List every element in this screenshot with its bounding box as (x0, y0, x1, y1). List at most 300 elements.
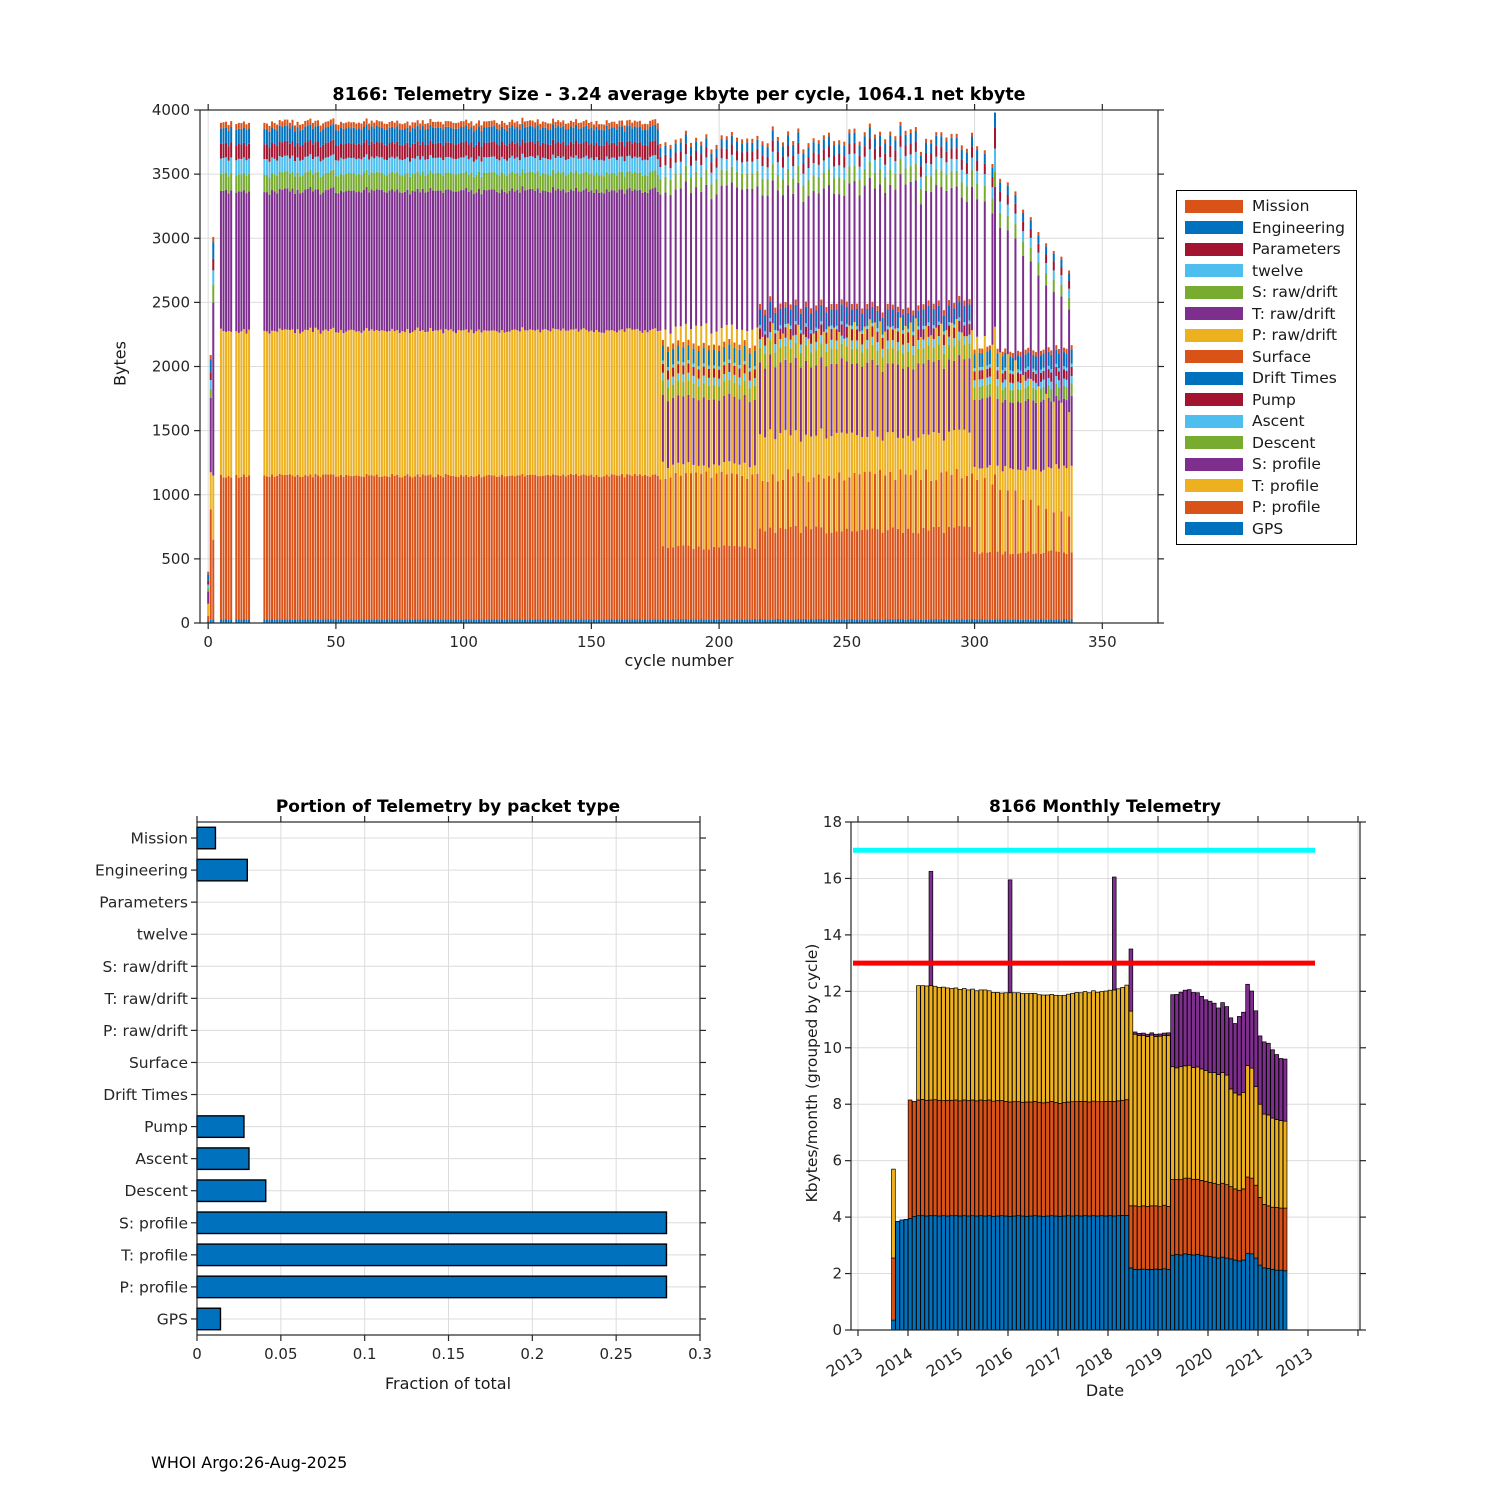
monthly-bar-segment (1012, 1216, 1016, 1330)
stacked-bar-segment (846, 327, 848, 338)
stacked-bar-segment (501, 157, 503, 172)
stacked-bar-segment (348, 143, 350, 158)
stacked-bar-segment (521, 124, 523, 140)
stacked-bar-segment (800, 309, 802, 314)
stacked-bar-segment (1050, 372, 1052, 381)
stacked-bar-segment (274, 477, 276, 619)
stacked-bar-segment (240, 123, 242, 129)
monthly-bar-segment (1021, 1216, 1025, 1330)
monthly-bar-segment (1221, 1003, 1225, 1073)
stacked-bar-segment (989, 345, 991, 350)
stacked-bar-segment (938, 360, 940, 433)
stacked-bar-segment (240, 331, 242, 476)
stacked-bar-segment (657, 159, 659, 174)
stacked-bar-segment (672, 398, 674, 465)
stacked-bar-segment (504, 174, 506, 191)
monthly-bar-segment (908, 1100, 912, 1219)
stacked-bar-segment (820, 305, 822, 321)
stacked-bar-segment (897, 364, 899, 438)
stacked-bar-segment (1045, 263, 1047, 273)
stacked-bar-segment (915, 470, 917, 619)
stacked-bar-segment (493, 120, 495, 126)
x-tick-label: 2017 (1023, 1344, 1067, 1381)
stacked-bar-segment (506, 193, 508, 331)
stacked-bar-segment (496, 123, 498, 129)
stacked-bar-segment (580, 475, 582, 619)
stacked-bar-segment (836, 326, 838, 329)
stacked-bar-segment (1030, 220, 1032, 229)
stacked-bar-segment (1040, 402, 1042, 471)
stacked-bar-segment (866, 326, 868, 329)
stacked-bar-segment (879, 157, 881, 169)
stacked-bar-segment (557, 329, 559, 475)
stacked-bar-segment (590, 122, 592, 128)
stacked-bar-segment (871, 360, 873, 431)
stacked-bar-segment (726, 140, 728, 149)
stacked-bar-segment (639, 121, 641, 127)
stacked-bar-segment (1027, 352, 1029, 366)
stacked-bar-segment (519, 160, 521, 175)
stacked-bar-segment (578, 191, 580, 331)
stacked-bar-segment (979, 348, 981, 352)
stacked-bar-segment (912, 335, 914, 346)
stacked-bar-segment (366, 187, 368, 328)
stacked-bar-segment (751, 189, 753, 330)
stacked-bar-segment (974, 350, 976, 354)
stacked-bar-segment (764, 315, 766, 331)
stacked-bar-segment (299, 333, 301, 476)
telemetry-size-chart (152, 101, 1164, 651)
stacked-bar-segment (930, 140, 932, 144)
stacked-bar-segment (981, 379, 983, 386)
stacked-bar-segment (933, 339, 935, 347)
stacked-bar-segment (1035, 371, 1037, 374)
stacked-bar-segment (299, 176, 301, 193)
stacked-bar-segment (935, 169, 937, 185)
stacked-bar-segment (733, 375, 735, 383)
stacked-bar-segment (519, 193, 521, 332)
monthly-bar-segment (975, 1216, 979, 1330)
stacked-bar-segment (930, 164, 932, 176)
stacked-bar-segment (920, 204, 922, 337)
stacked-bar-segment (797, 473, 799, 619)
stacked-bar-segment (542, 173, 544, 190)
stacked-bar-segment (330, 171, 332, 188)
stacked-bar-segment (271, 157, 273, 172)
stacked-bar-segment (376, 141, 378, 156)
stacked-bar-segment (680, 174, 682, 189)
stacked-bar-segment (320, 477, 322, 619)
stacked-bar-segment (212, 270, 214, 284)
stacked-bar-segment (583, 121, 585, 127)
stacked-bar-segment (297, 122, 299, 128)
stacked-bar-segment (468, 332, 470, 477)
stacked-bar-segment (238, 129, 240, 144)
monthly-bar-segment (1117, 989, 1121, 1101)
stacked-bar-segment (626, 156, 628, 172)
monthly-bar-segment (1187, 1254, 1191, 1330)
stacked-bar-segment (516, 157, 518, 172)
stacked-bar-segment (248, 191, 250, 329)
stacked-bar-segment (1014, 191, 1016, 194)
stacked-bar-segment (710, 334, 712, 478)
stacked-bar-segment (703, 367, 705, 376)
stacked-bar-segment (953, 328, 955, 339)
monthly-bar-segment (912, 1217, 916, 1330)
stacked-bar-segment (843, 180, 845, 196)
stacked-bar-segment (795, 343, 797, 358)
stacked-bar-segment (731, 132, 733, 136)
legend-swatch (1185, 221, 1243, 234)
stacked-bar-segment (708, 549, 710, 619)
stacked-bar-segment (440, 173, 442, 190)
stacked-bar-segment (874, 474, 876, 619)
stacked-bar-segment (1020, 390, 1022, 403)
stacked-bar-segment (779, 325, 781, 328)
stacked-bar-segment (726, 159, 728, 170)
stacked-bar-segment (792, 336, 794, 477)
stacked-bar-segment (447, 157, 449, 172)
stacked-bar-segment (366, 474, 368, 619)
stacked-bar-segment (465, 156, 467, 171)
stacked-bar-segment (782, 334, 784, 480)
stacked-bar-segment (266, 192, 268, 331)
monthly-bar-segment (1050, 994, 1054, 1101)
stacked-bar-segment (496, 129, 498, 144)
monthly-bar-segment (1100, 1216, 1104, 1330)
monthly-bar-segment (996, 1101, 1000, 1216)
stacked-bar-segment (373, 174, 375, 191)
stacked-bar-segment (813, 152, 815, 163)
monthly-bar-segment (1125, 985, 1129, 1100)
stacked-bar-segment (437, 127, 439, 142)
monthly-bar-segment (1121, 987, 1125, 1100)
stacked-bar-segment (463, 476, 465, 619)
monthly-bar-segment (1187, 1178, 1191, 1254)
stacked-bar-segment (721, 328, 723, 472)
monthly-bar-segment (1233, 1260, 1237, 1330)
stacked-bar-segment (693, 343, 695, 348)
stacked-bar-segment (741, 162, 743, 174)
stacked-bar-segment (1012, 469, 1014, 553)
stacked-bar-segment (228, 176, 230, 193)
monthly-bar-segment (937, 987, 941, 1100)
legend-item (1177, 497, 1356, 517)
monthly-bar-segment (1008, 1102, 1012, 1216)
stacked-bar-segment (726, 136, 728, 140)
monthly-bar-segment (967, 1216, 971, 1330)
stacked-bar-segment (654, 155, 656, 170)
stacked-bar-segment (828, 147, 830, 158)
stacked-bar-segment (210, 389, 212, 398)
monthly-bar-segment (1271, 1207, 1275, 1269)
monthly-bar-segment (971, 989, 975, 1100)
stacked-bar-segment (601, 124, 603, 130)
monthly-bar-segment (1200, 996, 1204, 1069)
stacked-bar-segment (595, 189, 597, 330)
stacked-bar-segment (810, 333, 812, 344)
stacked-bar-segment (800, 330, 802, 333)
stacked-bar-segment (1040, 355, 1042, 369)
stacked-bar-segment (345, 128, 347, 144)
stacked-bar-segment (394, 128, 396, 143)
stacked-bar-segment (779, 362, 781, 433)
stacked-bar-segment (616, 332, 618, 475)
stacked-bar-segment (800, 533, 802, 619)
stacked-bar-segment (877, 365, 879, 437)
stacked-bar-segment (320, 131, 322, 146)
stacked-bar-segment (859, 474, 861, 619)
stacked-bar-segment (376, 172, 378, 189)
monthly-bar-segment (1137, 1036, 1141, 1207)
monthly-bar-segment (1229, 1018, 1233, 1089)
stacked-bar-segment (818, 474, 820, 619)
stacked-bar-segment (317, 156, 319, 171)
stacked-bar-segment (785, 430, 787, 529)
stacked-bar-segment (527, 121, 529, 127)
category-label: Surface (128, 1053, 188, 1072)
stacked-bar-segment (1043, 354, 1045, 368)
stacked-bar-segment (340, 330, 342, 475)
stacked-bar-segment (325, 158, 327, 173)
stacked-bar-segment (394, 144, 396, 159)
stacked-bar-segment (304, 475, 306, 619)
stacked-bar-segment (1053, 292, 1055, 402)
stacked-bar-segment (991, 213, 993, 344)
stacked-bar-segment (940, 136, 942, 147)
stacked-bar-segment (958, 332, 960, 341)
stacked-bar-segment (455, 333, 457, 476)
stacked-bar-segment (974, 552, 976, 619)
stacked-bar-segment (603, 193, 605, 332)
stacked-bar-segment (595, 142, 597, 157)
monthly-bar-segment (1008, 993, 1012, 1102)
stacked-bar-segment (358, 128, 360, 143)
stacked-bar-segment (565, 193, 567, 331)
monthly-bar-segment (921, 1216, 925, 1330)
stacked-bar-segment (979, 554, 981, 619)
stacked-bar-segment (437, 122, 439, 128)
stacked-bar-segment (396, 189, 398, 330)
stacked-bar-segment (613, 127, 615, 143)
monthly-bar-segment (1262, 1204, 1266, 1268)
stacked-bar-segment (1048, 551, 1050, 619)
monthly-bar-segment (933, 1216, 937, 1330)
stacked-bar-segment (537, 155, 539, 170)
stacked-bar-segment (894, 150, 896, 161)
stacked-bar-segment (276, 193, 278, 331)
monthly-bar-segment (1071, 993, 1075, 1101)
stacked-bar-segment (511, 189, 513, 330)
stacked-bar-segment (634, 189, 636, 329)
stacked-bar-segment (350, 173, 352, 190)
stacked-bar-segment (922, 326, 924, 329)
stacked-bar-segment (958, 355, 960, 430)
stacked-bar-segment (1027, 370, 1029, 379)
stacked-bar-segment (463, 143, 465, 158)
monthly-bar-segment (921, 986, 925, 1100)
stacked-bar-segment (744, 364, 746, 373)
stacked-bar-segment (703, 376, 705, 384)
stacked-bar-segment (662, 546, 664, 619)
stacked-bar-segment (1032, 372, 1034, 381)
stacked-bar-segment (286, 125, 288, 141)
stacked-bar-segment (928, 300, 930, 305)
stacked-bar-segment (1066, 554, 1068, 619)
stacked-bar-segment (1058, 368, 1060, 371)
stacked-bar-segment (690, 166, 692, 178)
stacked-bar-segment (442, 333, 444, 477)
stacked-bar-segment (373, 123, 375, 129)
stacked-bar-segment (928, 337, 930, 346)
stacked-bar-segment (713, 547, 715, 619)
stacked-bar-segment (355, 129, 357, 144)
stacked-bar-segment (687, 395, 689, 463)
stacked-bar-segment (567, 123, 569, 129)
stacked-bar-segment (343, 333, 345, 477)
stacked-bar-segment (787, 185, 789, 323)
stacked-bar-segment (974, 354, 976, 368)
monthly-bar-segment (904, 1219, 908, 1330)
stacked-bar-segment (733, 363, 735, 366)
stacked-bar-segment (343, 192, 345, 333)
stacked-bar-segment (299, 131, 301, 147)
stacked-bar-segment (917, 305, 919, 310)
stacked-bar-segment (910, 143, 912, 154)
stacked-bar-segment (802, 476, 804, 619)
y-tick-label: 4000 (151, 101, 190, 119)
y-tick-label: 1000 (151, 485, 190, 504)
stacked-bar-segment (406, 329, 408, 474)
stacked-bar-segment (767, 157, 769, 167)
stacked-bar-segment (245, 193, 247, 334)
stacked-bar-segment (882, 349, 884, 358)
stacked-bar-segment (598, 145, 600, 160)
stacked-bar-segment (902, 438, 904, 533)
stacked-bar-segment (391, 142, 393, 157)
h-bar (197, 859, 247, 881)
stacked-bar-segment (636, 158, 638, 173)
stacked-bar-segment (879, 184, 881, 321)
stacked-bar-segment (726, 170, 728, 185)
monthly-bar-segment (1042, 995, 1046, 1103)
stacked-bar-segment (739, 350, 741, 365)
stacked-bar-segment (1055, 367, 1057, 376)
stacked-bar-segment (841, 344, 843, 358)
stacked-bar-segment (772, 180, 774, 323)
stacked-bar-segment (353, 173, 355, 190)
stacked-bar-segment (325, 474, 327, 619)
stacked-bar-segment (808, 180, 810, 196)
stacked-bar-segment (496, 192, 498, 331)
stacked-bar-segment (871, 307, 873, 323)
stacked-bar-segment (905, 131, 907, 135)
stacked-bar-segment (348, 122, 350, 128)
stacked-bar-segment (488, 475, 490, 619)
stacked-bar-segment (764, 369, 766, 438)
stacked-bar-segment (726, 474, 728, 619)
stacked-bar-segment (601, 130, 603, 145)
stacked-bar-segment (1022, 213, 1024, 222)
stacked-bar-segment (641, 176, 643, 193)
stacked-bar-segment (335, 193, 337, 332)
stacked-bar-segment (1068, 516, 1070, 620)
stacked-bar-segment (787, 135, 789, 145)
stacked-bar-segment (366, 119, 368, 125)
stacked-bar-segment (680, 189, 682, 327)
stacked-bar-segment (263, 144, 265, 159)
stacked-bar-segment (871, 345, 873, 360)
stacked-bar-segment (583, 157, 585, 172)
monthly-bar-segment (1204, 1256, 1208, 1330)
monthly-bar-segment (1117, 1216, 1121, 1330)
stacked-bar-segment (1009, 374, 1011, 383)
stacked-bar-segment (302, 130, 304, 145)
stacked-bar-segment (297, 143, 299, 158)
stacked-bar-segment (360, 129, 362, 144)
stacked-bar-segment (312, 129, 314, 145)
stacked-bar-segment (754, 386, 756, 400)
stacked-bar-segment (565, 145, 567, 160)
stacked-bar-segment (759, 434, 761, 528)
stacked-bar-segment (1027, 551, 1029, 619)
stacked-bar-segment (820, 321, 822, 324)
stacked-bar-segment (458, 123, 460, 129)
stacked-bar-segment (774, 308, 776, 313)
stacked-bar-segment (378, 127, 380, 143)
stacked-bar-segment (580, 330, 582, 476)
stacked-bar-segment (228, 331, 230, 476)
stacked-bar-segment (552, 155, 554, 170)
stacked-bar-segment (309, 474, 311, 619)
stacked-bar-segment (294, 194, 296, 333)
stacked-bar-segment (547, 129, 549, 144)
stacked-bar-segment (289, 129, 291, 144)
legend-item (1177, 304, 1356, 324)
stacked-bar-segment (516, 330, 518, 475)
stacked-bar-segment (1050, 350, 1052, 354)
stacked-bar-segment (332, 328, 334, 474)
stacked-bar-segment (657, 476, 659, 619)
stacked-bar-segment (825, 312, 827, 329)
stacked-bar-segment (838, 472, 840, 619)
stacked-bar-segment (1007, 186, 1009, 195)
category-label: P: raw/drift (102, 1021, 188, 1040)
stacked-bar-segment (810, 344, 812, 352)
stacked-bar-segment (940, 158, 942, 170)
monthly-bar-segment (987, 1100, 991, 1216)
stacked-bar-segment (654, 170, 656, 187)
stacked-bar-segment (662, 360, 664, 363)
stacked-bar-segment (422, 189, 424, 330)
stacked-bar-segment (562, 142, 564, 157)
stacked-bar-segment (424, 193, 426, 332)
monthly-bar-segment (1275, 1208, 1279, 1271)
monthly-bar-segment (1262, 1268, 1266, 1330)
stacked-bar-segment (774, 353, 776, 368)
legend-swatch (1185, 264, 1243, 277)
stacked-bar-segment (601, 145, 603, 160)
stacked-bar-segment (595, 172, 597, 189)
stacked-bar-segment (401, 477, 403, 619)
stacked-bar-segment (899, 122, 901, 126)
stacked-bar-segment (475, 160, 477, 175)
legend-item (1177, 325, 1356, 345)
stacked-bar-segment (557, 476, 559, 620)
monthly-bar-segment (1087, 993, 1091, 1102)
monthly-bar-segment (1208, 1072, 1212, 1182)
stacked-bar-segment (670, 149, 672, 158)
